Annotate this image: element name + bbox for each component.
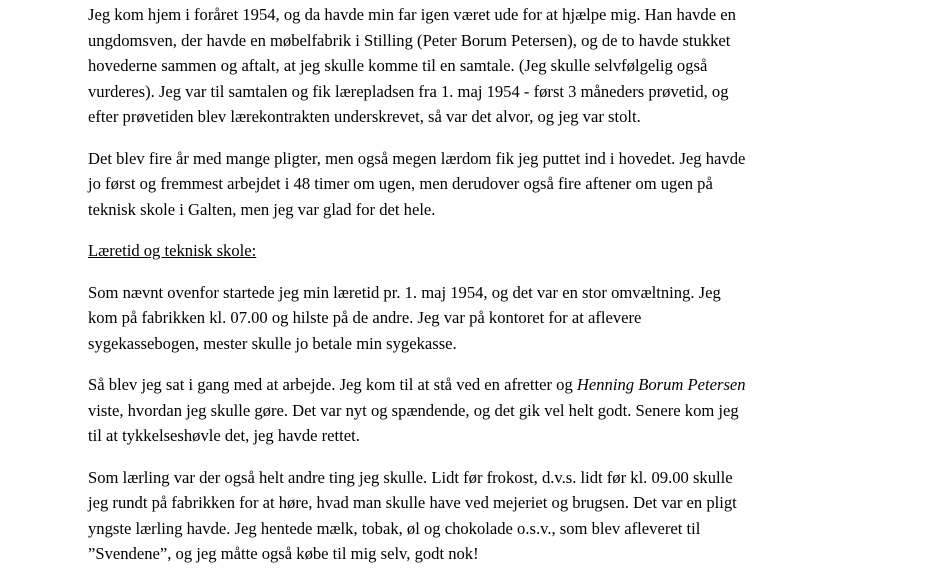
text-line: til at tykkelseshøvle det, jeg havde rettet. [88, 426, 360, 445]
text-line: efter prøvetiden blev lærekontrakten underskrevet, så var det alvor, og jeg var stolt. [88, 107, 641, 126]
text-line [88, 372, 933, 398]
paragraph-2 [88, 146, 933, 223]
text-line: kom på fabrikken kl. 07.00 og hilste på de andre. Jeg var på kontoret for at aflevere [88, 308, 642, 327]
text-line: vurderes). Jeg var til samtalen og fik lærepladsen fra 1. maj 1954 - først 3 måneders prøvetid, og [88, 81, 729, 101]
text-segment: Så blev jeg sat i gang med at arbejde. Jeg kom til at stå ved en afretter og [88, 375, 577, 394]
text-line: yngste lærling havde. Jeg hentede mælk, tobak, øl og chokolade o.s.v., som blev afleveret til [88, 518, 701, 538]
paragraph-1 [88, 2, 933, 130]
text-line: Det blev fire år med mange pligter, men også megen lærdom fik jeg puttet ind i hovedet. Jeg havde [88, 148, 746, 168]
text-line: viste, hvordan jeg skulle gøre. Det var nyt og spændende, og det gik vel helt godt. Senere kom jeg [88, 400, 739, 420]
paragraph-4 [88, 372, 933, 449]
document-page [88, 2, 933, 583]
text-line: Som lærling var der også helt andre ting jeg skulle. Lidt før frokost, d.v.s. lidt før kl. 09.00 skulle [88, 467, 733, 487]
text-line: jeg rundt på fabrikken for at høre, hvad man skulle have ved mejeriet og brugsen. Det var en pligt [88, 493, 737, 512]
text-line: ”Svendene”, og jeg måtte også købe til mig selv, godt nok! [88, 544, 479, 563]
text-line: teknisk skole i Galten, men jeg var glad for det hele. [88, 199, 436, 219]
text-line: ungdomsven, der havde en møbelfabrik i Stilling (Peter Borum Petersen), og de to havde stukket [88, 30, 731, 50]
text-line: hovederne sammen og aftalt, at jeg skulle komme til en samtale. (Jeg skulle selvfølgelig også [88, 56, 708, 75]
paragraph-3 [88, 280, 933, 357]
paragraph-5 [88, 465, 933, 567]
text-line: jo først og fremmest arbejdet i 48 timer om ugen, men derudover også fire aftener om ugen på [88, 174, 713, 193]
text-line: sygekassebogen, mester skulle jo betale min sygekasse. [88, 333, 457, 353]
text-line: Som nævnt ovenfor startede jeg min læretid pr. 1. maj 1954, og det var en stor omvæltning. Jeg [88, 282, 721, 302]
text-line: Jeg kom hjem i foråret 1954, og da havde min far igen været ude for at hjælpe mig. Han havde en [88, 5, 736, 24]
section-heading: Læretid og teknisk skole: [88, 241, 257, 260]
italic-name: Henning Borum Petersen [576, 375, 746, 394]
